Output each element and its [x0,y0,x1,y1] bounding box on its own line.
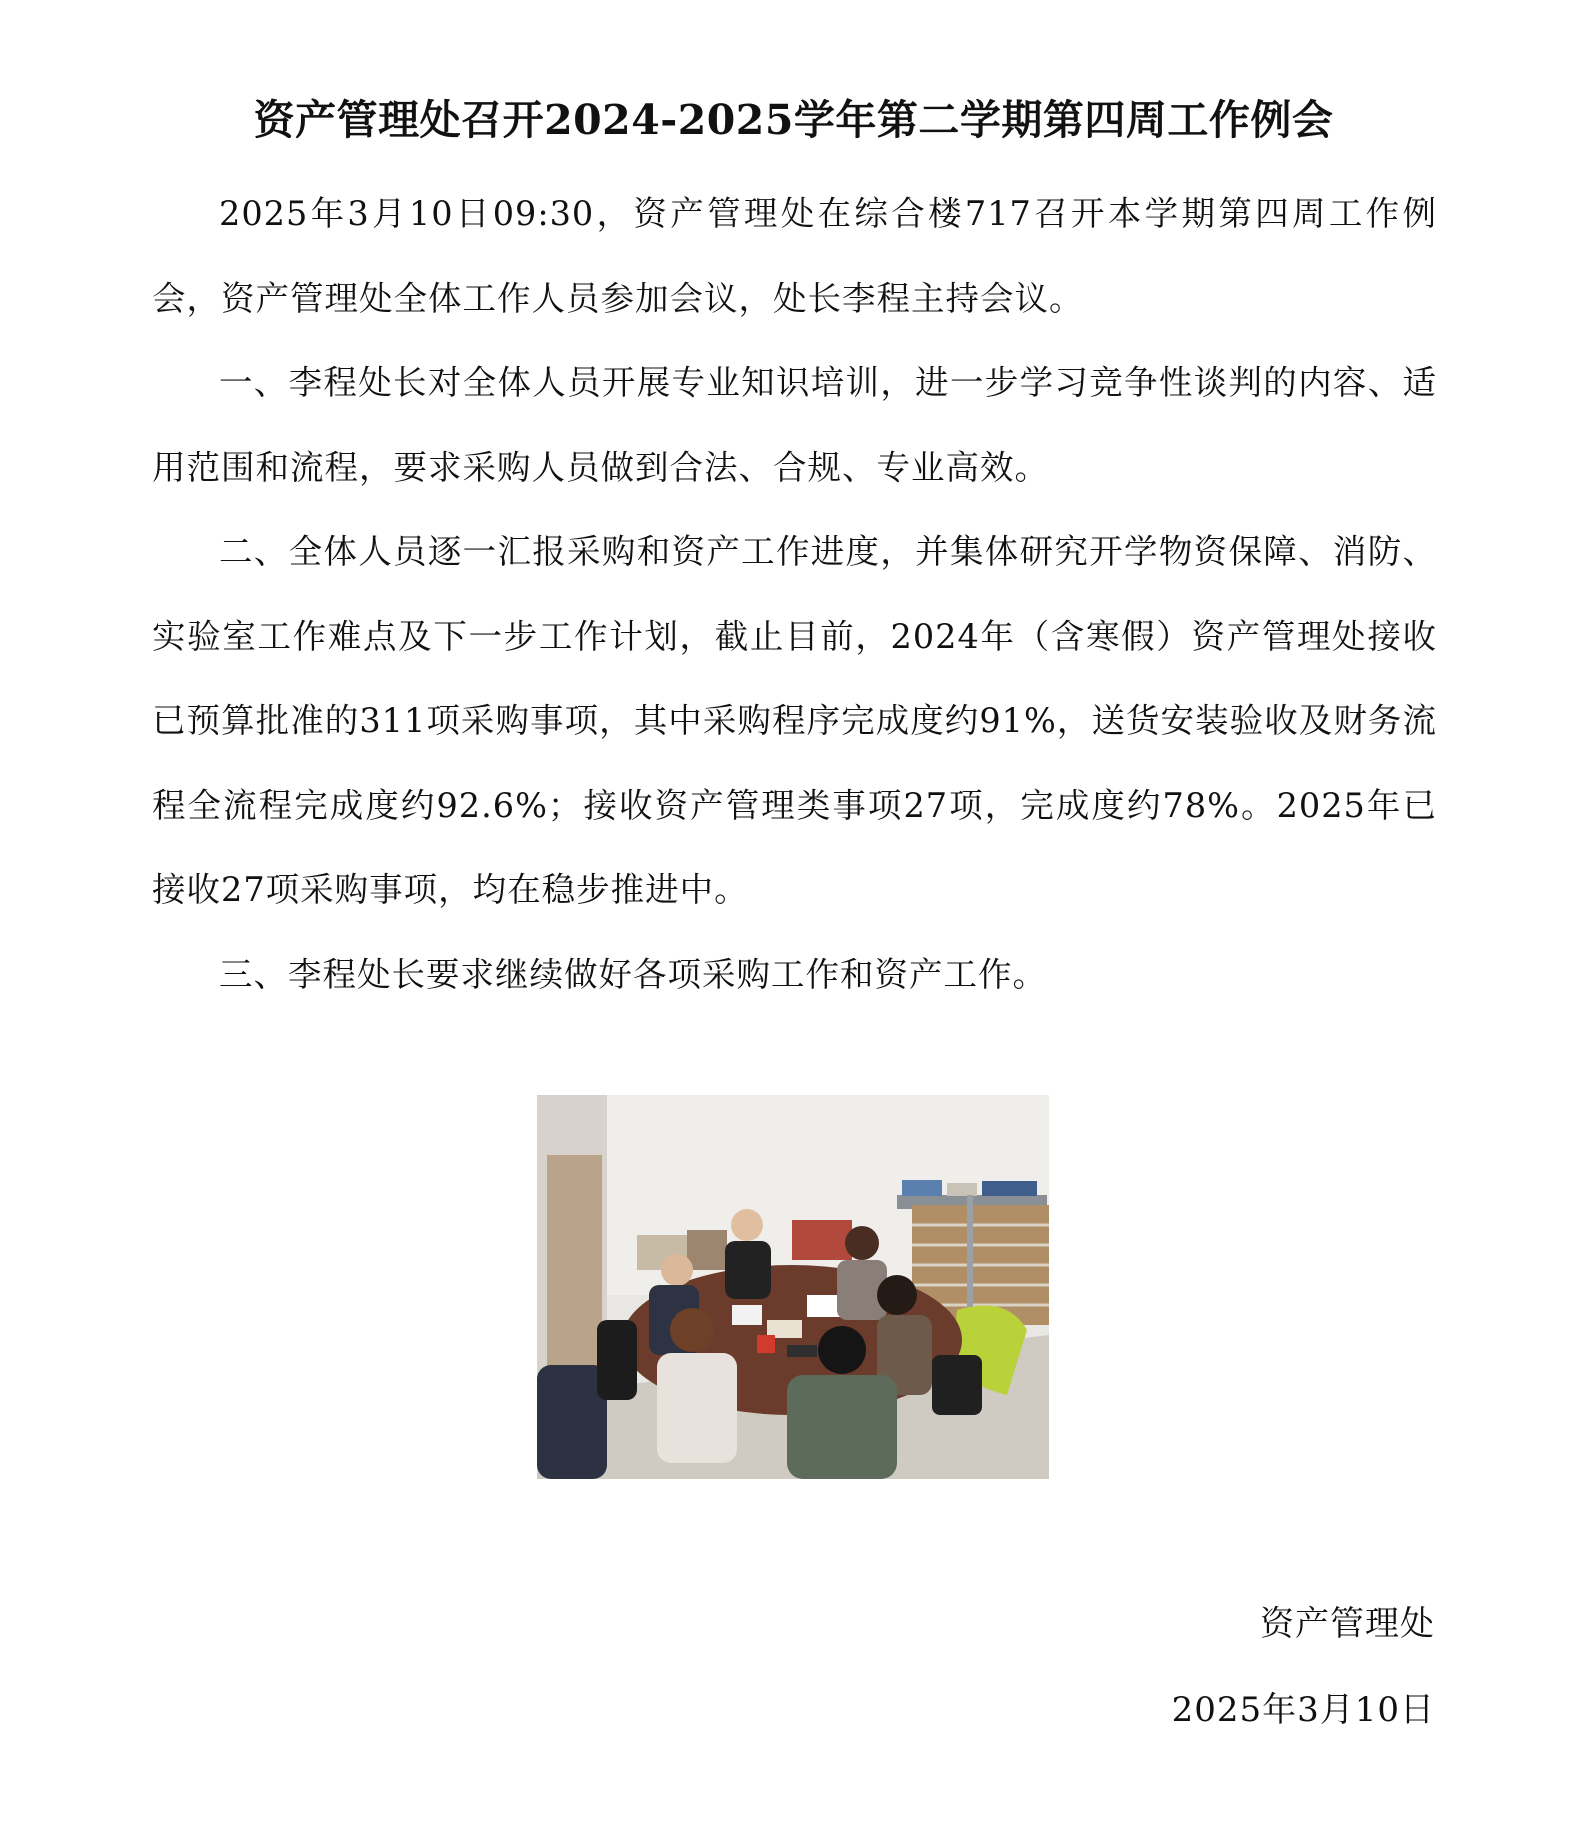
paragraph-item-3: 三、李程处长要求继续做好各项采购工作和资产工作。 [219,954,1047,994]
document-body [152,172,1437,1017]
signature-organization: 资产管理处 [1260,1604,1435,1644]
paragraph-intro: 2025年3月10日09:30，资产管理处在综合楼717召开本学期第四周工作例会，资产管理处全体工作人员参加会议，处长李程主持会议。 [152,194,1437,318]
meeting-photo-illustration [537,1095,1049,1479]
document-title: 资产管理处召开2024-2025学年第二学期第四周工作例会 [253,96,1334,144]
paragraph-item-1: 一、李程处长对全体人员开展专业知识培训，进一步学习竞争性谈判的内容、适用范围和流程，要求采购人员做到合法、合规、专业高效。 [152,363,1437,487]
signature-date: 2025年3月10日 [1171,1690,1435,1730]
meeting-photo [537,1095,1049,1479]
paragraph-item-2: 二、全体人员逐一汇报采购和资产工作进度，并集体研究开学物资保障、消防、实验室工作难点及下一步工作计划，截止目前，2024年（含寒假）资产管理处接收已预算批准的311项采购事项，其中采购程序完成度约91%，送货安装验收及财务流程全流程完成度约92.6%；接收资产管理类事项27项，完成度约78%。2025年已接收27项采购事项，均在稳步推进中。 [152,532,1437,909]
